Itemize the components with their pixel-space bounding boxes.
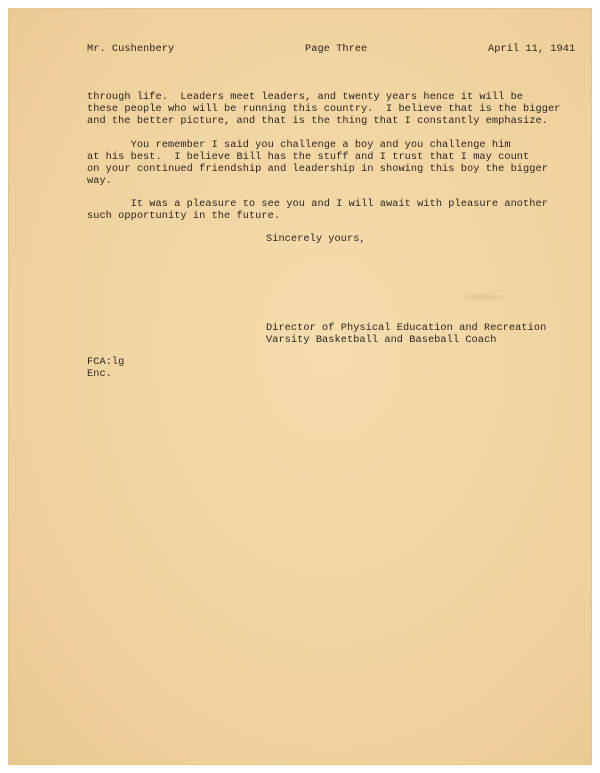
body-line: You remember I said you challenge a boy and you challenge him bbox=[87, 139, 511, 151]
signature-title: Director of Physical Education and Recreation bbox=[266, 322, 547, 334]
header-page-number: Page Three bbox=[305, 43, 368, 55]
body-line: at his best. I believe Bill has the stuff and I trust that I may count bbox=[87, 151, 530, 163]
body-line: these people who will be running this country. I believe that is the bigger bbox=[87, 103, 561, 115]
body-line: way. bbox=[87, 175, 112, 187]
body-line: and the better picture, and that is the thing that I constantly emphasize. bbox=[87, 115, 548, 127]
body-line: such opportunity in the future. bbox=[87, 210, 281, 222]
header-recipient: Mr. Cushenbery bbox=[87, 43, 175, 55]
reference-initials: FCA:lg bbox=[87, 356, 125, 368]
paper-smudge bbox=[453, 293, 513, 301]
body-line: through life. Leaders meet leaders, and twenty years hence it will be bbox=[87, 91, 524, 103]
closing: Sincerely yours, bbox=[266, 233, 366, 245]
enclosure-note: Enc. bbox=[87, 368, 112, 380]
signature-title: Varsity Basketball and Baseball Coach bbox=[266, 334, 497, 346]
body-line: on your continued friendship and leadership in showing this boy the bigger bbox=[87, 163, 548, 175]
body-line: It was a pleasure to see you and I will await with pleasure another bbox=[87, 198, 548, 210]
header-date: April 11, 1941 bbox=[488, 43, 576, 55]
